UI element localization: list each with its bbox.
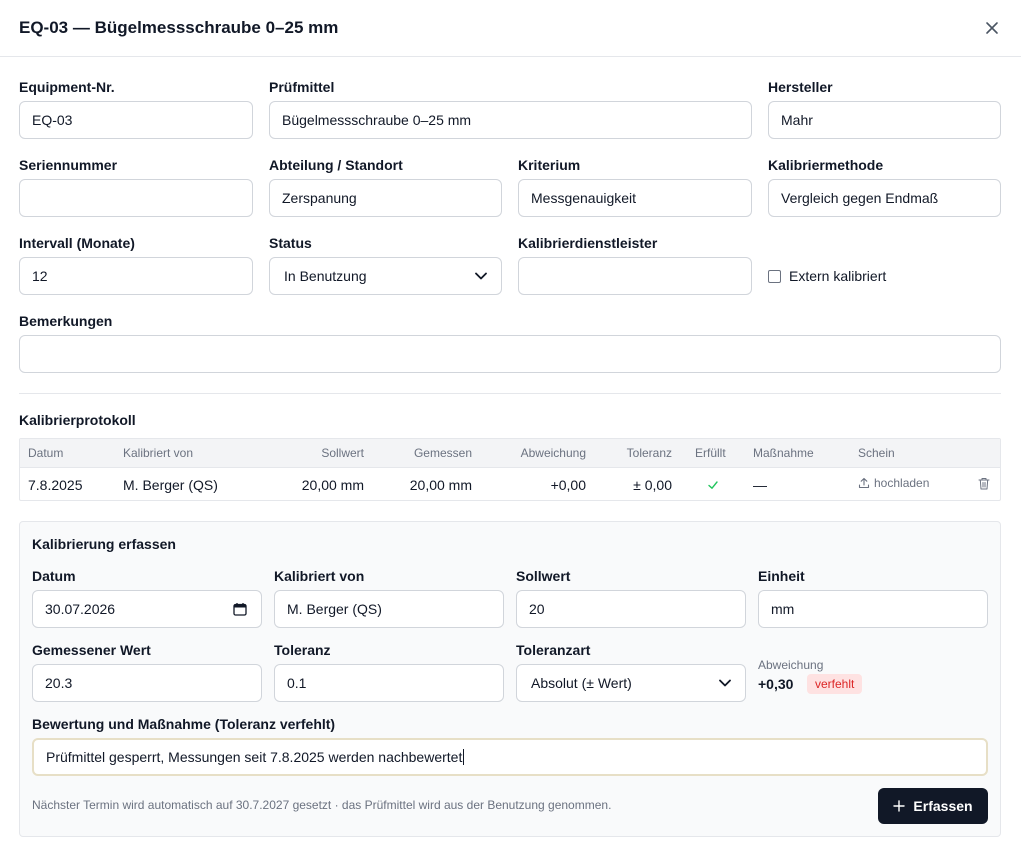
abteilung-input[interactable] <box>269 179 502 217</box>
cell-toleranz: ± 0,00 <box>633 477 672 493</box>
kalibriert-von-input[interactable] <box>274 590 504 628</box>
col-schein: Schein <box>858 446 895 460</box>
pruefmittel-input[interactable] <box>269 101 752 139</box>
datum-label: Datum <box>32 568 76 584</box>
col-toleranz: Toleranz <box>626 446 672 460</box>
toleranzart-label: Toleranzart <box>516 642 591 658</box>
intervall-label: Intervall (Monate) <box>19 235 135 251</box>
abweichung-label: Abweichung <box>758 658 824 672</box>
divider <box>19 393 1001 394</box>
einheit-input[interactable] <box>758 590 988 628</box>
toleranzart-select-value: Absolut (± Wert) <box>531 675 632 691</box>
gemessener-wert-input[interactable] <box>32 664 262 702</box>
pruefmittel-label: Prüfmittel <box>269 79 335 95</box>
upload-icon <box>858 477 870 489</box>
kalibriermethode-label: Kalibriermethode <box>768 157 884 173</box>
toleranzart-select[interactable] <box>516 664 746 702</box>
extern-kalibriert-checkbox[interactable] <box>768 268 886 284</box>
dienstleister-label: Kalibrierdienstleister <box>518 235 658 251</box>
kalibriermethode-input[interactable] <box>768 179 1001 217</box>
status-badge: verfehlt <box>807 674 862 694</box>
seriennummer-input[interactable] <box>19 179 253 217</box>
status-select[interactable] <box>269 257 502 295</box>
upload-button[interactable] <box>858 476 929 490</box>
dienstleister-input[interactable] <box>518 257 752 295</box>
kriterium-input[interactable] <box>518 179 752 217</box>
capture-title: Kalibrierung erfassen <box>32 536 176 552</box>
calendar-icon[interactable] <box>233 602 247 616</box>
bewertung-value: Prüfmittel gesperrt, Messungen seit 7.8.2025 werden nachbewertet <box>46 749 463 765</box>
chevron-down-icon <box>719 679 731 687</box>
bewertung-input[interactable] <box>32 738 988 776</box>
dialog-title: EQ-03 — Bügelmessschraube 0–25 mm <box>19 18 339 37</box>
col-gemessen: Gemessen <box>413 446 472 460</box>
status-label: Status <box>269 235 312 251</box>
bewertung-label: Bewertung und Maßnahme (Toleranz verfehlt) <box>32 716 336 732</box>
col-abweichung: Abweichung <box>520 446 586 460</box>
cell-gemessen: 20,00 mm <box>409 477 472 493</box>
protocol-table <box>19 438 1001 501</box>
sollwert-label: Sollwert <box>516 568 571 584</box>
extern-kalibriert-label: Extern kalibriert <box>789 268 887 284</box>
erfassen-button[interactable] <box>878 788 988 824</box>
plus-icon <box>893 800 905 812</box>
next-date-hint: Nächster Termin wird automatisch auf 30.7.2027 gesetzt · das Prüfmittel wird aus der Benutzung genommen. <box>32 798 612 812</box>
gemessener-wert-label: Gemessener Wert <box>32 642 151 658</box>
cell-massnahme: — <box>753 477 767 493</box>
col-datum: Datum <box>28 446 64 460</box>
text-caret <box>463 749 464 765</box>
protocol-title: Kalibrierprotokoll <box>19 412 136 428</box>
dialog-header <box>0 0 1021 57</box>
bemerkungen-label: Bemerkungen <box>19 313 113 329</box>
cell-datum: 7.8.2025 <box>28 477 83 493</box>
chevron-down-icon <box>475 272 487 280</box>
hersteller-input[interactable] <box>768 101 1001 139</box>
equipment-nr-input[interactable] <box>19 101 253 139</box>
abteilung-label: Abteilung / Standort <box>269 157 403 173</box>
cell-sollwert: 20,00 mm <box>301 477 364 493</box>
kalibriert-von-label: Kalibriert von <box>274 568 365 584</box>
hersteller-label: Hersteller <box>768 79 833 95</box>
trash-icon[interactable] <box>978 477 990 490</box>
intervall-input[interactable] <box>19 257 253 295</box>
col-erfuellt: Erfüllt <box>695 446 726 460</box>
toleranz-input[interactable] <box>274 664 504 702</box>
datum-input[interactable] <box>32 590 262 628</box>
abweichung-value: +0,30 <box>758 676 794 692</box>
check-icon <box>707 479 719 491</box>
erfassen-label: Erfassen <box>913 798 973 814</box>
checkbox-box[interactable] <box>768 270 781 283</box>
col-kalibriert-von: Kalibriert von <box>123 446 194 460</box>
cell-kalibriert-von: M. Berger (QS) <box>123 477 218 493</box>
col-massnahme: Maßnahme <box>753 446 814 460</box>
kriterium-label: Kriterium <box>518 157 581 173</box>
bemerkungen-input[interactable] <box>19 335 1001 373</box>
col-sollwert: Sollwert <box>321 446 364 460</box>
cell-abweichung: +0,00 <box>550 477 586 493</box>
sollwert-input[interactable] <box>516 590 746 628</box>
toleranz-label: Toleranz <box>274 642 331 658</box>
upload-label: hochladen <box>874 476 930 490</box>
einheit-label: Einheit <box>758 568 805 584</box>
seriennummer-label: Seriennummer <box>19 157 118 173</box>
equipment-nr-label: Equipment-Nr. <box>19 79 115 95</box>
close-icon[interactable] <box>982 18 1002 38</box>
status-select-value: In Benutzung <box>284 268 367 284</box>
